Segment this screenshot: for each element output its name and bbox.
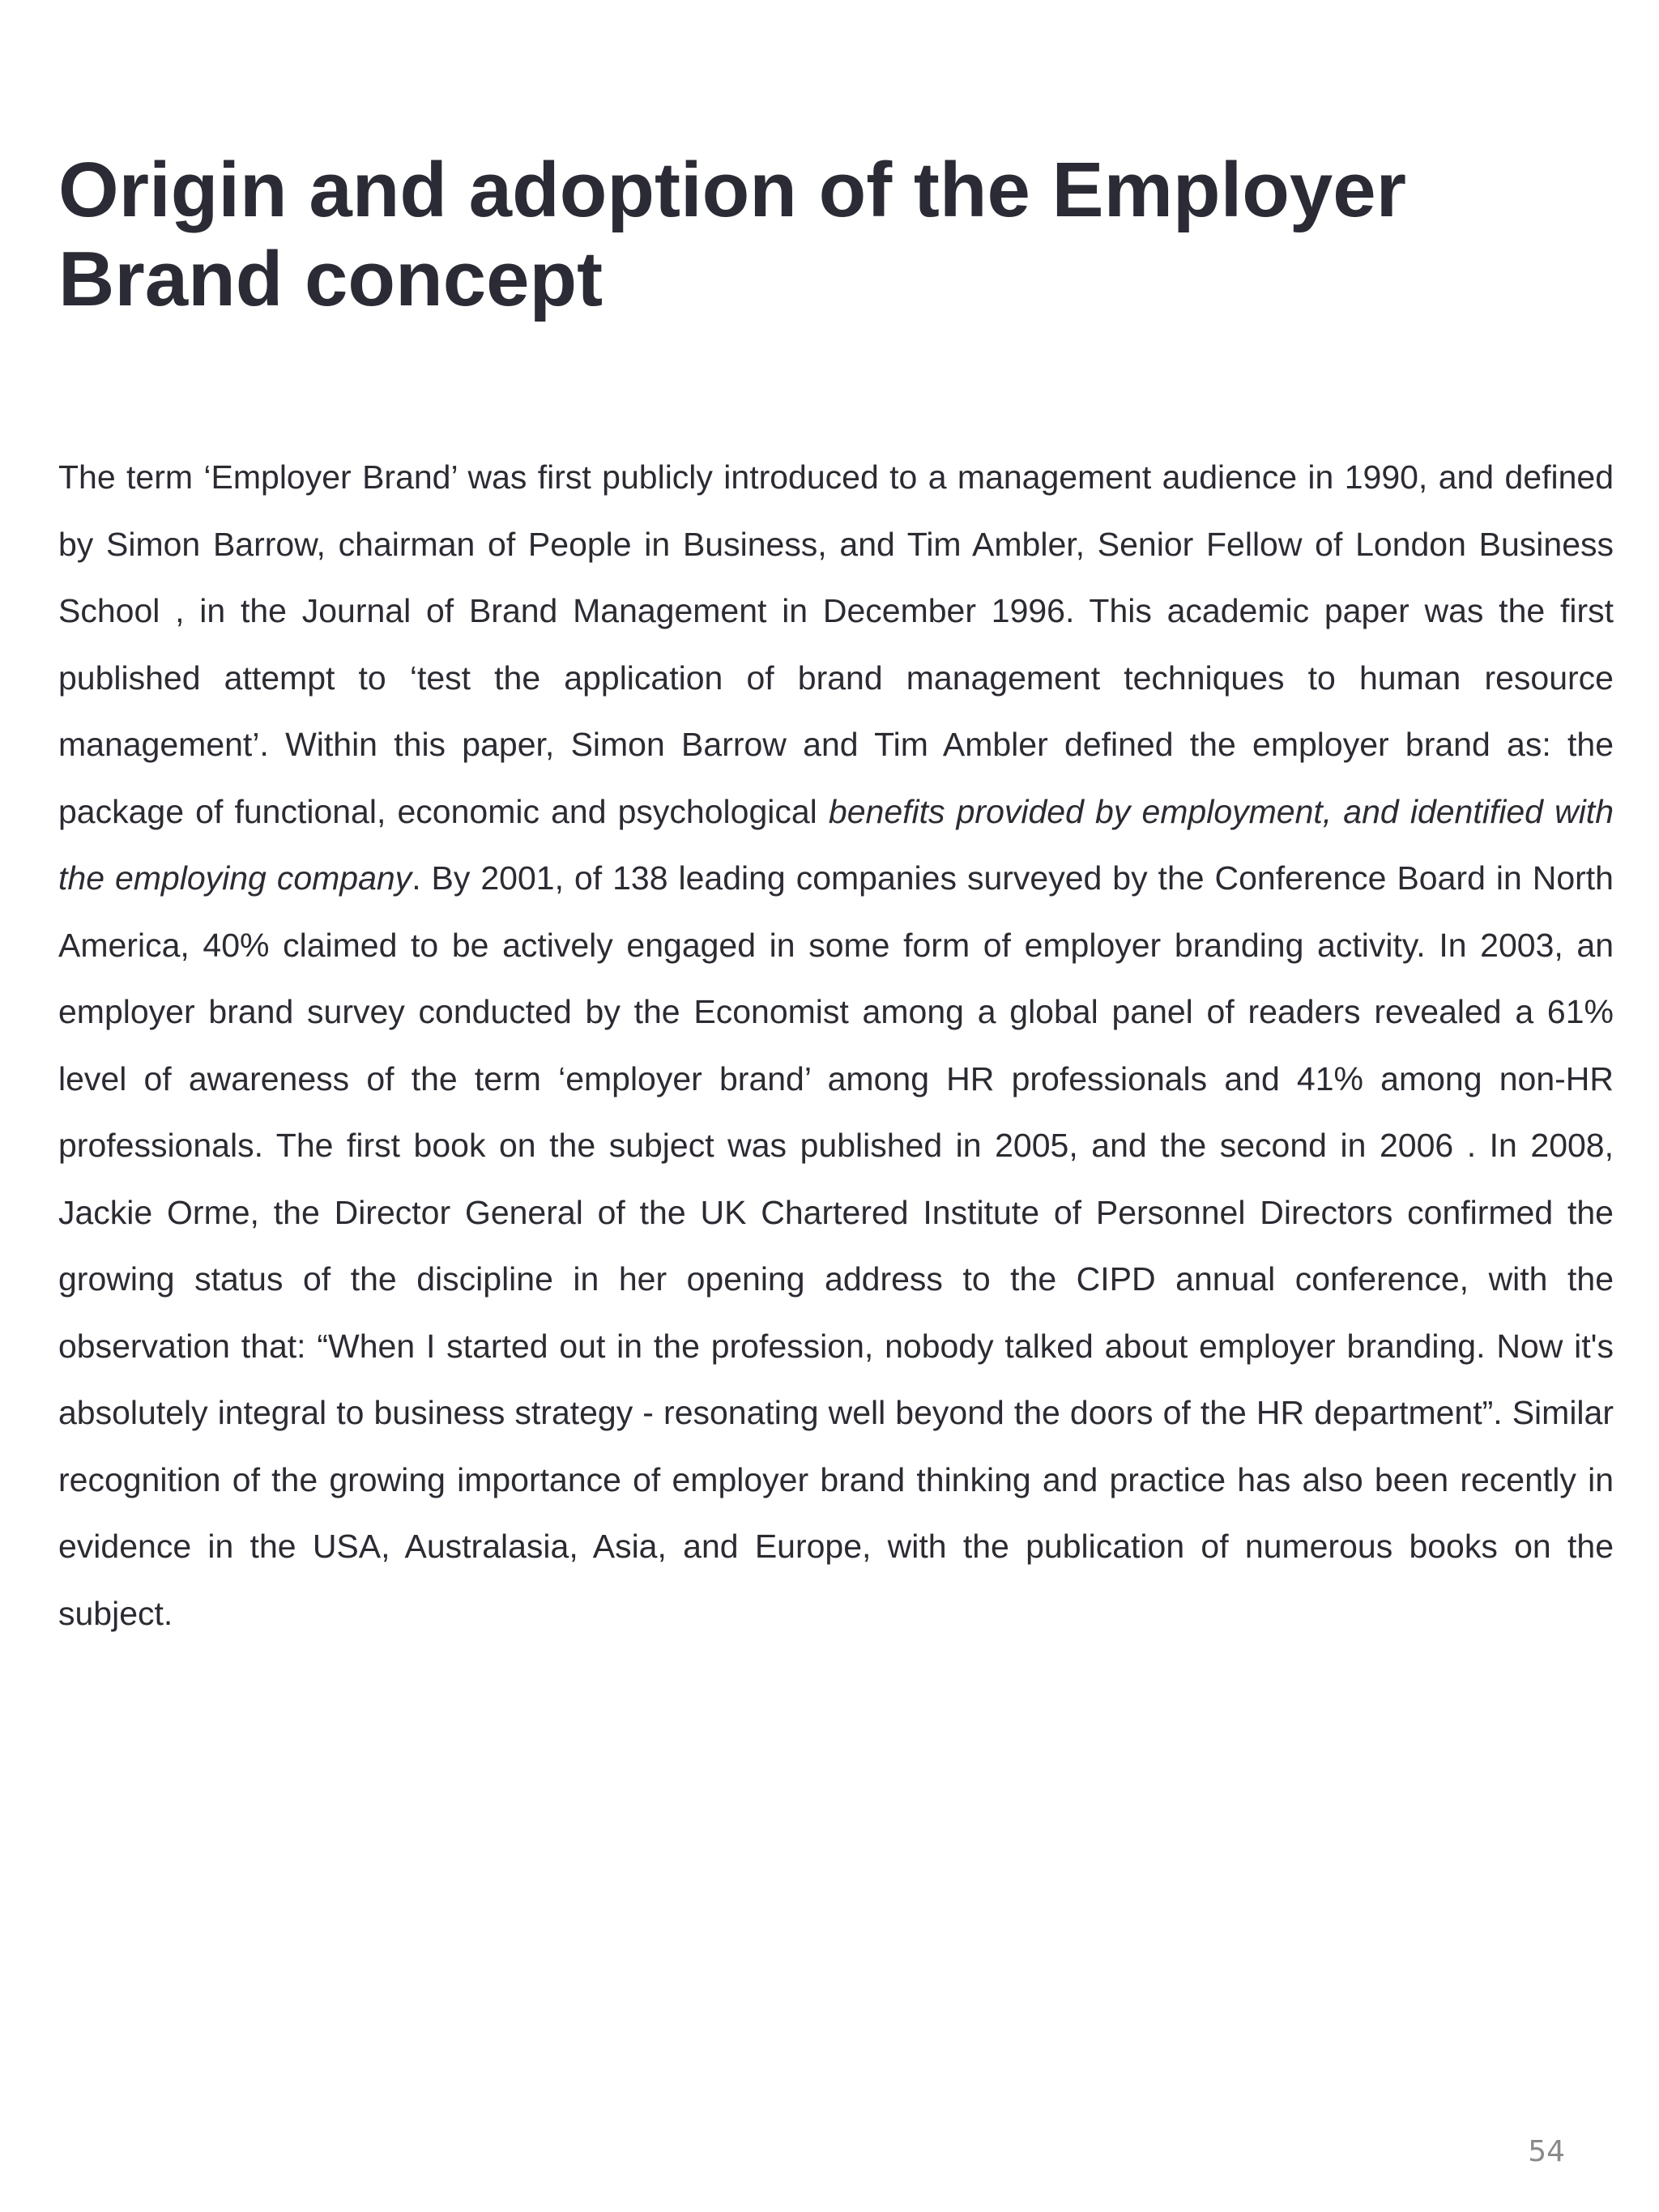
paragraph-text-part-1: The term ‘Employer Brand’ was first publicly introduced to a management audience in 1990, and defined by Simon Barrow, chairman of People in Business, and Tim Ambler, Senior Fellow of London Business School , in the Journal of Brand Management in December 1996. This academic paper was the first published attempt to ‘test the application of brand management techniques to human resource management’. Within this paper, Simon Barrow and Tim Ambler defined the employer brand as: the package of functional, economic and psychological bbox=[58, 458, 1614, 830]
body-paragraph bbox=[58, 444, 1614, 1647]
page-title: Origin and adoption of the Employer Brand concept bbox=[58, 147, 1407, 322]
paragraph-text-part-2: . By 2001, of 138 leading companies surveyed by the Conference Board in North America, 40% claimed to be actively engaged in some form of employer branding activity. In 2003, an employer brand survey conducted by the Economist among a global panel of readers revealed a 61% level of awareness of the term ‘employer brand’ among HR professionals and 41% among non-HR professionals. The first book on the subject was published in 2005, and the second in 2006 . In 2008, Jackie Orme, the Director General of the UK Chartered Institute of Personnel Directors confirmed the growing status of the discipline in her opening address to the CIPD annual conference, with the observation that: “When I started out in the profession, nobody talked about employer branding. Now it's absolutely integral to business strategy - resonating well beyond the doors of the HR department”. Similar recognition of the growing importance of employer brand thinking and practice has also been recently in evidence in the USA, Australasia, Asia, and Europe, with the publication of numerous books on the subject. bbox=[58, 859, 1614, 1632]
paragraph-italic-definition: benefits provided by employment, and identified with the employing company bbox=[58, 792, 1614, 897]
page-number: 54 bbox=[1528, 2135, 1565, 2168]
